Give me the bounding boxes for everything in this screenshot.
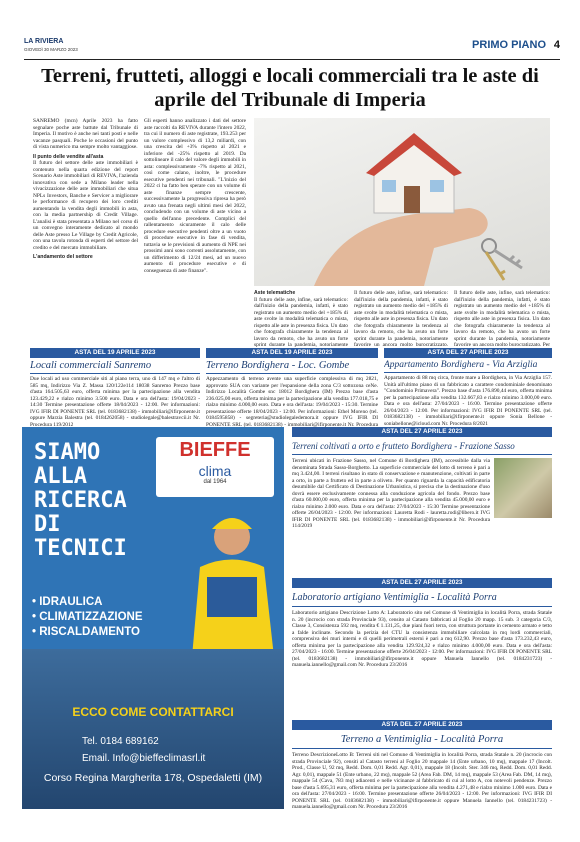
orchard-photo xyxy=(494,458,552,518)
listing-title: Terreni coltivati a orto e frutteto Bordighera - Frazione Sasso xyxy=(292,441,515,451)
article-paragraph: Gli esperti hanno analizzato i dati del settore aste raccolti da REVIVA durante l'intero 2022, tra cui il numero di aste registrate, 193.253 per un valore complessivo di 13,2 miliardi, con una crescita del +3% rispetto al 2021 e inferiore del -25% rispetto al 2019. Da sottolineare il calo del valore degli immobili in asta: complessivamente -7% rispetto al 2021, così come calano, inoltre, le procedure esecutive pendenti nei tribunali. "L'inizio del 2022 ci ha fatto ben sperare con un volume di aste finanze sempre crescente, successivamente la progressiva ripresa ha però avuto una frenata negli ultimi mesi del 2022, concludendo con un volume di aste vicino a quello dell'anno precedente. Complici del rallentamento sicuramente il calo delle procedure esecutive pendenti oltre a un vuoto di procedure esecutive in fase di vendita, tuttavia se le previsioni di aumento di NPE nei prossimi anni sono correnti assolutamente, con un differimento di 12/24 mesi, ad un nuovo aumento di procedure esecutive e di conseguenza di aste finanze". xyxy=(144,118,246,274)
masthead xyxy=(24,38,560,60)
auction-date-bar: ASTA DEL 19 APRILE 2023 xyxy=(30,348,200,358)
article-column-1 xyxy=(33,118,138,348)
listing-title: Laboratorio artigiano Ventimiglia - Località Porra xyxy=(292,592,497,603)
article-paragraph: Il futuro del settore delle aste immobiliari è contenuto nella quarta edizione del report Scenario Aste immobiliari di REVIVA, l'azienda innovativa con sede a Milano leader nella vivacizzazione delle aste immobiliari che situa NPLs Investors, Banche e Servicer a migliorare le performance di recupero dei loro crediti aumentando la vendita degli immobili in asta, con la media partnership di Credit Village. L'analisi è stata presentata a Milano nel corso di un convegno interamente dedicato al mondo delle Aste presso Le Village by Credit Agricole, con una tavola rotonda di esperti del settore del credito e del mercato immobiliare. xyxy=(33,160,138,251)
ad-contacts xyxy=(82,733,205,767)
article-column-3 xyxy=(254,290,348,348)
listing-card xyxy=(292,720,552,830)
article-column-4 xyxy=(354,290,448,348)
issue-date: GIOVEDÌ 30 MARZO 2023 xyxy=(24,47,78,52)
house-keys-illustration xyxy=(254,118,550,286)
article-column-2 xyxy=(144,118,246,348)
listing-body: Terreni ubicati in Frazione Sasso, nel Comune di Bordighera (IM), accessibile dalla via denominata Strada Sasso-Borghetto. La superficie commerciale del lotto di terreno è pari a mq 3.424,00. I terreni risultano in stato di conservazione e manutenzione, coltivati in parte a orto, in parte a frutteto ed in parte a oliveto. Per quanto riguarda la capacità edificatoria desumibile dal Certificato di Destinazione Urbanistica, si precisa che la destinazione d'uso dovrà essere esclusivamente connessa alla conduzione agricola del fondo. Prezzo base d'asta 60.000,00 euro, offerta minima per la partecipazione alla vendita 45.000,00 euro e rialzo minimo 2.000 euro. Data e ora dell'asta: 27/04/2023 - 15:30 Termine presentazione offerte 26/04/2023 - 12:00. Per informazioni: Lauretta Rodi - lauretta.rodi@libero.it IVG IFIR DI PONENTE SRL (tel. 0183682138) - immobiliari@ifirponente.it Nr. Procedura 114/2019 xyxy=(292,458,490,529)
auction-date-bar: ASTA DEL 19 APRILE 2023 xyxy=(206,348,378,358)
listing-body: Terreno DescrizioneLotto B: Terreni siti nel Comune di Ventimiglia in località Porra, strada Statale n. 20 (incrocio con strada Provinciale 92), censiti al Catasto terreni al Foglio 20 mappale 14 (Ente urbano, 10 mq), mappale 17 (Incolt. Prod., Classe U, 92 mq, Redd. Dom. 0,01 Redd. Agr. 0,01), mappale 18 (Incolt. Ster. 346 mq, Redd. Dom. 0,01 Redd. Agr. 0,01), mappale 51 (Ente urbano, 22 mq), mappale 52 (Area Fab. DM, 14 mq), mappale 53 (Area Fab. DM, 14 mq), mappale 54 (Cava, 783 mq) adiacenti e nelle vicinanze al fabbricato di cui al lotto A, con notevoli pendenze. Prezzo base d'asta 5.695,31 euro, offerta minima per la partecipazione alla vendita 4.271,48 e rialzo minimo 1.000 euro. Data e ora dell'asta: 27/04/2023 - 16:00. Termine presentazione offerte 26/04/2023 - 12:00. Per informazioni: IVG IFIR DI PONENTE SRL (tel. 0183682138) - immobiliari@ifirponente.it oppure Manuela Iannello (tel. 0184231723) - manuela.iannello@gmail.com Nr. Procedura 23/2016 xyxy=(292,752,552,810)
ad-services: • IDRAULICA • CLIMATIZZAZIONE • RISCALDAMENTO xyxy=(32,596,143,638)
article-column-5 xyxy=(454,290,550,348)
article-subhead: L'andamento del settore xyxy=(33,254,93,260)
listing-card xyxy=(292,427,552,546)
article-paragraph: Il futuro delle aste, infine, sarà telematico: dall'inizio della pandemia, infatti, è stato registrato un aumento medio del +185% di aste svolte in modalità telematica o mista, rispetto alle aste in presenza fisica. Un dato che fotografa chiaramente la tendenza al lavoro da remoto, che ha avuto un forte sprint durante la pandemia, notoriamente favorire un ancora molto burocratizzato. xyxy=(354,290,448,348)
listing-card xyxy=(384,348,552,435)
auction-date-bar: ASTA DEL 27 APRILE 2023 xyxy=(292,427,552,437)
ad-contact-title: ECCO COME CONTATTARCI xyxy=(72,705,234,719)
article-subhead: Aste telematiche xyxy=(254,290,296,296)
house-keys-photo xyxy=(254,118,550,286)
article-paragraph: Il futuro delle aste, infine, sarà telematico: dall'inizio della pandemia, infatti, è stato registrato un aumento medio del +185% di aste svolte in modalità telematica o mista, rispetto alle aste in presenza fisica. Un dato che fotografa chiaramente la tendenza al lavoro da remoto, che ha avuto un forte sprint durante la pandemia, notoriamente xyxy=(254,296,348,348)
auction-date-bar: ASTA DEL 27 APRILE 2023 xyxy=(292,720,552,730)
listing-title: Terreno Bordighera - Loc. Gombe xyxy=(206,360,350,371)
article-paragraph: Il futuro delle aste, infine, sarà telematico: dall'inizio della pandemia, infatti, è stato registrato un aumento medio del +185% di aste svolte in modalità telematica o mista, rispetto alle aste in presenza fisica. Un dato che fotografa chiaramente la tendenza al lavoro da remoto, che ha avuto un forte sprint durante la pandemia, notoriamente favorire un ancora molto burocratizzato. Per xyxy=(454,290,550,348)
paper-name: LA RIVIERA xyxy=(24,38,64,45)
listing-title: Locali commerciali Sanremo xyxy=(30,360,152,371)
listing-card xyxy=(30,348,200,436)
listing-card xyxy=(206,348,378,436)
section-name: PRIMO PIANO xyxy=(472,39,546,51)
ad-email: Email. Info@bieffeclimasrl.it xyxy=(82,753,206,764)
page-headline: Terreni, frutteti, alloggi e locali commerciali tra le aste di aprile del Tribunale di Imperia xyxy=(41,65,539,111)
auction-date-bar: ASTA DEL 27 APRILE 2023 xyxy=(384,348,552,358)
listing-title: Appartamento Bordighera - Via Arziglia xyxy=(384,360,538,370)
page-number: 4 xyxy=(553,39,560,51)
article-lead: SANREMO (mcn) Aprile 2023 ha fatto segnalare poche aste battute dal Tribunale di Imperia. Il motivo è anche nei tanti posti e nelle vacanze pasquali. Poche le occasioni del punto di vista numerico ma sempre molto vantaggiose. xyxy=(33,118,138,150)
ad-headline: SIAMO ALLA RICERCA DI TECNICI xyxy=(34,440,127,561)
bieffe-advertisement xyxy=(22,427,284,809)
article-subhead: Il punto delle vendite all'asta xyxy=(33,153,104,160)
listing-body: Laboratorio artigiano Descrizione Lotto A: Laboratorio sito nel Comune di Ventimiglia in località Porra, strada Statale n. 20 (incrocio con strada Provinciale 93), censito al Catasto fabbricati al Foglio 20 mapp. 15 sub. 3 categoria C/3, Classe 3, Consistenza 592 mq, rendita € 1.131,25, due piani fuori terra, con struttura portante in cemento armato e tetto a falde inclinate. Secondo la perizia del CTU la consistenza immobiliare calcolata in mq lordi commerciali, comprensiva dei muri interni e di quelli perimetrali esterni è pari a mq 612,90. Prezzo base d'asta 173.232,43 euro, offerta minima per la partecipazione alla vendita 129.924,32 e rialzo minimo 4.000,00 euro. Data e ora dell'asta: 27/04/2023 - 16:00. Termine presentazione offerte 26/04/2023 - 12:00. Per informazioni: IVG IFIR DI PONENTE SRL (tel. 0183682138) - immobiliari@ifirponente.it oppure Manuela Iannello (tel. 0184231723) - manuela.iannello@gmail.com Nr. Procedura 23/2016 xyxy=(292,610,552,668)
bieffe-logo: BIEFFE clima dal 1964 xyxy=(156,437,274,497)
listing-title: Terreno a Ventimiglia - Località Porra xyxy=(340,734,504,745)
ad-tools-panel xyxy=(22,649,284,809)
auction-date-bar: ASTA DEL 27 APRILE 2023 xyxy=(292,578,552,588)
ad-phone: Tel. 0184 689162 xyxy=(82,736,159,747)
listing-body: Appezzamento di terreno avente una superficie complessiva di mq 2821, approvato SUA con variante per l'espansione della zona C/3 sottozona ceNe. Indirizzo Località Gombe snc 18012 Bordighera (IM) Prezzo base d'asta 236.025,00 euro, offerta minima per la partecipazione alla vendita 177.018,75 e rialzo minimo 4.000,00 euro. Data e ora dell'asta: 19/04/2023 - 15:30. Termine presentazione offerte 18/04/2023 - 12:00. Per informazioni: Ethel Moreno (tel. 0184595858) - segreteria@studiolegaledemora.it oppure IVG IFIR DI PONENTE SRL (tel. 0183682138) - immobiliari@ifirponente.it Nr. Procedura xyxy=(206,376,378,428)
listing-body: Appartamento di 88 mq circa, fronte mare a Bordighera, in Via Arziglia 157. Unità all'ultimo piano di un fabbricato a carattere condominiale denominato "Condominio Primavera". Prezzo base d'asta 176.890,44 euro, offerta minima per la partecipazione alla vendita 132.667,83 e rialzo minimo 3.000,00 euro. Data e ora dell'asta: 27/04/2023 - 16:00. Termine presentazione offerte 26/04/2023 - 12:00. Per informazioni: IVG IFIR DI PONENTE SRL (tel. 0183682138) - immobiliari@ifirponente.it oppure Sonia Bellone - soniabellone@icloud.com Nr. Procedura 8/2021 xyxy=(384,375,552,427)
listing-body: Due locali ad uso commerciale siti al piano terra, uno di 147 mq e l'altro di 585 mq, Indirizzo Via Z. Massa 120/122e114 18038 Sanremo Prezzo base d'asta 164.505,63 euro, offerta minima per la partecipazione alla vendita 123.429,22 e rialzo minimo 3.500 euro. Data e ora dell'asta: 19/04/2023 - 14:30 Termine presentazione offerte 18/04/2023 - 12:00. Per informazioni: IVG IFIR DI PONENTE SRL (tel. 0183682138) - immobiliari@ifirponente.it oppure Marzia Balestra (tel. 0184262058) - studiolegale@balestravcii.it Nr. Procedura 119/2012 xyxy=(30,376,200,428)
ad-address: Corso Regina Margherita 178, Ospedaletti (IM) xyxy=(43,772,263,784)
listing-card xyxy=(292,578,552,692)
